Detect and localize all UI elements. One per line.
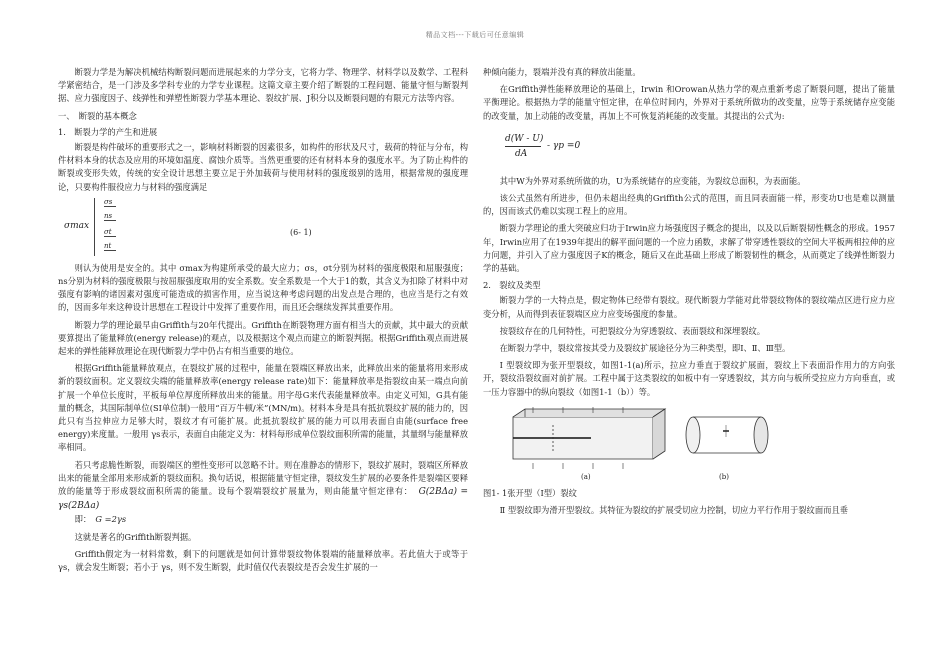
- fraction-bar: [505, 146, 541, 147]
- section-heading-1: 一、 断裂的基本概念: [58, 110, 137, 121]
- paragraph-irwin-breakthrough: 断裂力学理论的重大突破应归功于Irwin应力场强度因子概念的提出，以及以后断裂韧性概念的形成。1957年，Irwin应用了在1939年提出的解平面问题的一个应力函数，求解了带穿透性裂纹的空间大平板两相拉伸的应力问题，并引入了应力强度因子K的概念，随后又在此基础上形成了断裂韧性的概念，从而奠定了线弹性断裂力学的基础。: [483, 223, 895, 274]
- figure-label-b: (b): [719, 472, 729, 481]
- equation-energy-balance: G(2BΔa) = γs(2BΔa): [58, 487, 468, 512]
- equation-numerator: d(W - U): [505, 133, 544, 144]
- equation-term: σt: [104, 228, 116, 237]
- paragraph-continuation: 种倾向能力，裂端并没有真的释放出能量。: [483, 67, 641, 77]
- paragraph-irwin-orowan: 在Griffith弹性能释放理论的基础上，Irwin 和Orowan从热力学的观点重新考虑了断裂问题，提出了能量平衡理论。根据热力学的能量守恒定律，在单位时间内，外界对于系统所做功的改变量，应等于系统储存应变能的改变量，加上动能的改变量，再加上不可恢复消耗能的改变量。其提出的公式为:: [483, 84, 895, 121]
- left-column: [58, 66, 468, 574]
- equation-6-1: [58, 196, 468, 260]
- paragraph-mode-two: Ⅱ 型裂纹即为滑开型裂纹。其特征为裂纹的扩展受切应力控制，切应力平行作用于裂纹面而且垂: [499, 505, 849, 516]
- equation-lhs: σmax: [64, 220, 90, 231]
- subsection-heading-1-1: 1. 断裂力学的产生和进展: [58, 126, 158, 137]
- equation-number: (6- 1): [290, 227, 312, 237]
- pressure-vessel-drawing: [686, 417, 768, 453]
- paragraph-fracture-basics: 断裂是构件破坏的重要形式之一，影响材料断裂的因素很多，如构件的形状及尺寸，载荷的特征与分布，构件材料本身的状态及应用的环境如温度、腐蚀介质等。当然更重要的还有材料本身的强度水平。为了防止构件的断裂或变形失效，传统的安全设计思想主要立足于外加载荷与使用材料的强度级别的选用，根据常规的强度理论，只要构件服役应力与材料的强度满足: [58, 142, 468, 192]
- paragraph-brittle-fracture: 若只考虑脆性断裂，而裂端区的塑性变形可以忽略不计。则在准静态的情形下，裂纹扩展时，裂端区所释放出来的能量全部用来形成新的裂纹面积。换句话说，根据能量守恒定律，裂纹发生扩展的必要条件是裂端区要释放的能量等于形成裂纹面积所需的能量。设每个裂端裂纹扩展量为，则由能量守恒定律有： G(2BΔa) = γs(2BΔa): [58, 459, 468, 512]
- paragraph-limitations: 该公式虽然有所进步，但仍未超出经典的Griffith公式的范围，而且同表面能一样，形变功U也是难以测量的，因而该式仍难以实现工程上的应用。: [483, 193, 895, 217]
- paragraph-mode-one: Ⅰ 型裂纹即为张开型裂纹，如图1-1(a)所示，拉应力垂直于裂纹扩展面，裂纹上下表面沿作用力的方向张开，裂纹沿裂纹面对前扩展。工程中属于这类裂纹的如板中有一穿透裂纹，其方向与板所受拉应力方向垂直，或一压力容器中的纵向裂纹（如图1-1（b））等。: [483, 360, 895, 397]
- paragraph-safety-factor: 则认为使用是安全的。其中 σmax为构建所承受的最大应力；σs，σt分别为材料的强度极限和屈服强度；ns分别为材料的强度极限与按屈服强度取用的安全系数。安全系数是一个大于1的数，其含义为扣除了材料中对强度有影响的诸因素对强度可能造成的损害作用，应当说这种考虑问题的出发点是合理的，也应当是行之有效的，因而多年来这种设计思想在工程设计中发挥了重要作用，而且还会继续发挥其重要作用。: [58, 262, 468, 313]
- equation-term: nt: [104, 242, 116, 251]
- figure-1-1: [483, 407, 895, 483]
- figure-label-a: (a): [581, 472, 591, 481]
- equation-term: σs: [104, 198, 116, 207]
- paragraph-crack-geometry: 按裂纹存在的几何特性，可把裂纹分为穿透裂纹、表面裂纹和深埋裂纹。: [499, 325, 766, 336]
- paragraph-griffith-criterion: 这就是著名的Griffith断裂判据。: [74, 531, 197, 542]
- equation-term: ns: [104, 212, 116, 221]
- figure-caption: 图1- 1张开型（Ⅰ型）裂纹: [483, 487, 577, 498]
- plate-with-crack-drawing: [513, 407, 665, 469]
- paragraph-griffith-history: 断裂力学的理论最早由Griffith与20年代提出。Griffith在断裂物理方面有相当大的贡献，其中最大的贡献要算提出了能量释放(energy release)的观点，以及根据这个观点而建立的断裂判据。根据Griffith观点而进展起来的弹性能释放理论在现代断裂力学中仍占有相当重要的地位。: [58, 319, 468, 357]
- paragraph-crack-types: 在断裂力学中，裂纹常按其受力及裂纹扩展途径分为三种类型，即Ⅰ、Ⅱ、Ⅲ型。: [499, 343, 791, 354]
- right-column: [483, 66, 895, 517]
- section-heading-2: 2. 裂纹及类型: [483, 280, 541, 291]
- page-header: 精品文档---下载后可任意编辑: [425, 31, 525, 39]
- equation-griffith: 即： G =2γs: [74, 514, 127, 525]
- paragraph-material-constant: Griffith假定为一材料常数，剩下的问题就是如何计算带裂纹物体裂端的能量释放率。若此值大于或等于 γs，就会发生断裂；若小于 γs，则不发生断裂，此时值仅代表裂纹是否会发生扩展的一: [58, 548, 468, 573]
- equation-denominator: dA: [515, 148, 528, 159]
- figure-illustration: [503, 407, 773, 483]
- intro-paragraph: 断裂力学是为解决机械结构断裂问题而进展起来的力学分支，它将力学、物理学、材料学以及数学、工程科学紧密结合，是一门涉及多学科专业的力学专业课程。这篇文章主要介绍了断裂的工程问题、能量守恒与断裂判据、应力强度因子、线弹性和弹塑性断裂力学基本理论、裂纹扩展、J积分以及断裂问题的有限元方法等内容。: [58, 67, 468, 104]
- paragraph-crack-assumption: 断裂力学的一大特点是，假定物体已经带有裂纹。现代断裂力学能对此带裂纹物体的裂纹端点区进行应力应变分析，从而得到表征裂端区应力应变场强度的参量。: [483, 295, 895, 319]
- paragraph-energy-release: 根据Griffith能量释放观点，在裂纹扩展的过程中，能量在裂端区释放出来，此释放出来的能量将用来形成新的裂纹面积。定义裂纹尖端的能量释放率(energy release rate)如下：能量释放率是指裂纹由某一端点向前扩展一个单位长度时，平板每单位厚度所释放出来的能量。用字母G来代表能量释放率。由定义可知，G具有能量的概念，其国际制单位(SI单位制)一般用“百万牛顿/米”(MN/m)。材料本身是具有抵抗裂纹扩展的能力的，因此只有当拉伸应力足够大时，裂纹才有可能扩展。此抵抗裂纹扩展的能力可以用表面自由能(surface free energy)来度量。一般用 γs表示，表面自由能定义为：材料每形成单位裂纹面积所需的能量，其量纲与能量释放率相同。: [58, 363, 468, 453]
- equation-energy-balance-rate: [505, 127, 895, 167]
- paragraph-symbol-definitions: 其中W为外界对系统所做的功，U为系统储存的应变能，为裂纹总面积，为表面能。: [499, 175, 806, 186]
- equation-rest: - γp =0: [547, 140, 581, 151]
